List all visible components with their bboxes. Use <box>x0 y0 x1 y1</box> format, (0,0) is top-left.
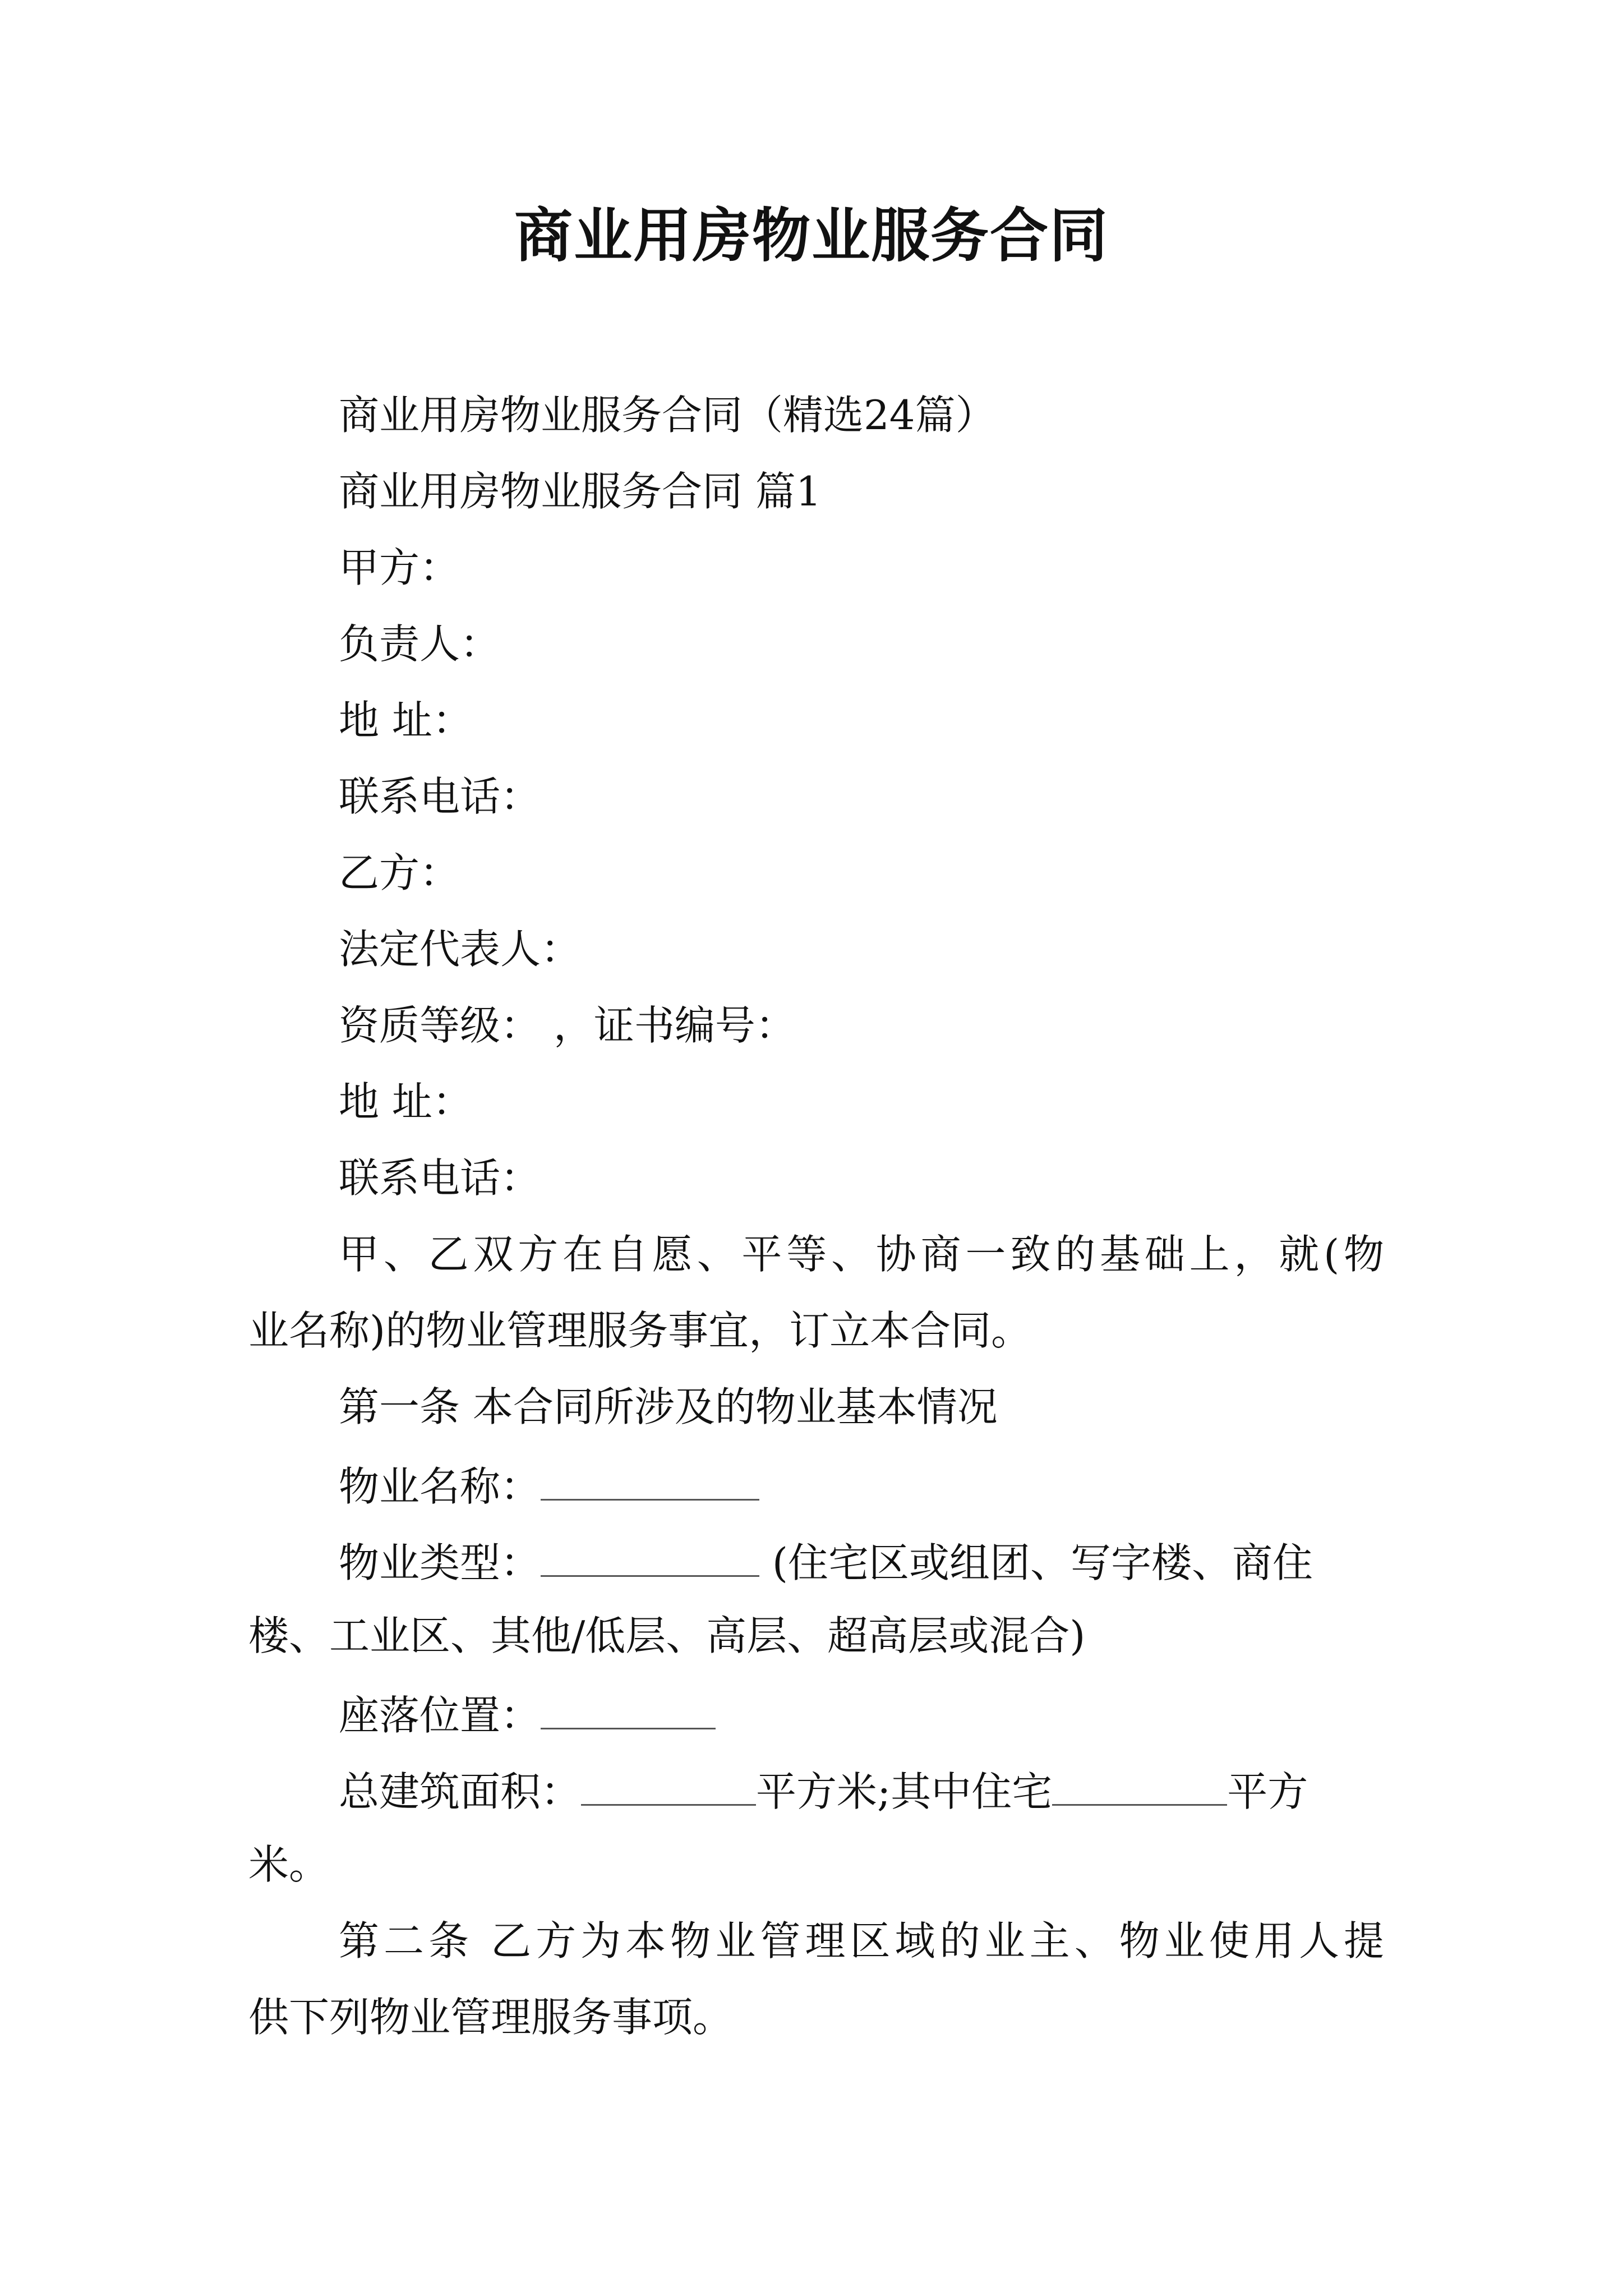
party-a-address-label: 地 址： <box>339 697 473 744</box>
party-b-address-label: 地 址： <box>339 1078 473 1125</box>
location-row <box>339 1684 716 1743</box>
document-subtitle: 商业用房物业服务合同（精选24篇） <box>339 392 996 439</box>
area-row <box>339 1760 1308 1820</box>
area-label: 总建筑面积： <box>339 1768 582 1815</box>
property-name-blank <box>541 1455 759 1501</box>
party-b-qualification-label: 资质等级： ，证书编号： <box>339 1002 796 1049</box>
section-heading: 商业用房物业服务合同 篇1 <box>339 468 822 515</box>
area-residential-blank <box>1052 1760 1227 1806</box>
area-unit-2: 平方 <box>1227 1768 1308 1815</box>
property-name-label: 物业名称： <box>339 1463 541 1510</box>
property-type-label: 物业类型： <box>339 1539 541 1586</box>
property-type-row <box>339 1531 1313 1591</box>
party-a-label: 甲方： <box>339 544 460 591</box>
preamble-line-1: 甲、乙双方在自愿、平等、协商一致的基础上，就(物 <box>339 1231 1384 1278</box>
party-b-phone-label: 联系电话： <box>339 1154 541 1202</box>
party-b-rep-label: 法定代表人： <box>339 926 582 973</box>
document-title: 商业用房物业服务合同 <box>514 201 1109 270</box>
property-type-options-1: (住宅区或组团、写字楼、商住 <box>772 1539 1313 1586</box>
area-total-blank <box>581 1760 756 1806</box>
location-blank <box>541 1684 716 1729</box>
property-type-options-2: 楼、工业区、其他/低层、高层、超高层或混合) <box>248 1612 1086 1659</box>
property-name-row <box>339 1455 759 1515</box>
article-1-heading: 第一条 本合同所涉及的物业基本情况 <box>339 1383 998 1430</box>
area-unit-1: 平方米;其中住宅 <box>756 1768 1053 1815</box>
article-2-line-2: 供下列物业管理服务事项。 <box>248 1994 734 2041</box>
location-label: 座落位置： <box>339 1692 541 1739</box>
property-type-blank <box>541 1531 759 1577</box>
preamble-line-2: 业名称)的物业管理服务事宜，订立本合同。 <box>248 1307 1032 1354</box>
party-b-label: 乙方： <box>339 849 460 896</box>
area-unit-continuation: 米。 <box>248 1841 330 1888</box>
article-2-line-1: 第二条 乙方为本物业管理区域的业主、物业使用人提 <box>339 1917 1384 1964</box>
party-a-person-label: 负责人： <box>339 620 501 668</box>
party-a-phone-label: 联系电话： <box>339 773 541 820</box>
